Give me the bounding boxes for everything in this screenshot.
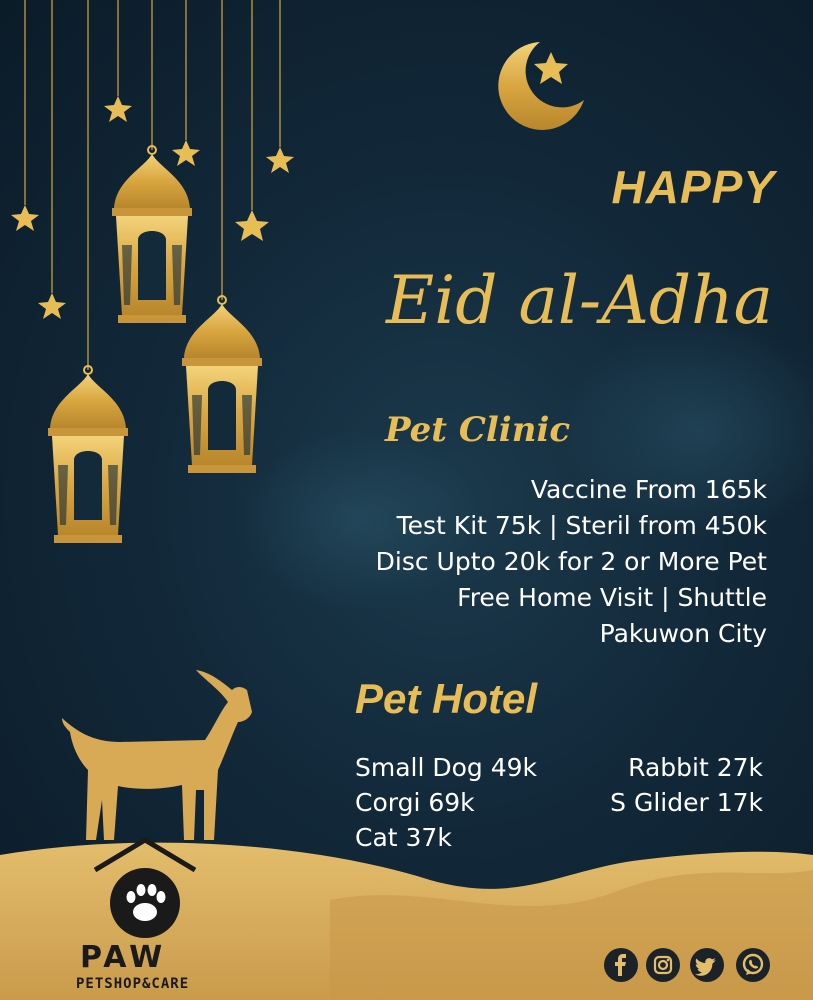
pet-clinic-title: Pet Clinic <box>385 410 571 450</box>
pet-hotel-title: Pet Hotel <box>355 675 538 722</box>
hotel-price-item: Small Dog 49k <box>355 753 538 782</box>
clinic-line: Free Home Visit | Shuttle <box>457 583 767 612</box>
star-icon <box>104 96 132 122</box>
eid-al-adha-heading: Eid al-Adha <box>385 262 773 339</box>
pet-clinic-services <box>376 472 767 652</box>
hotel-price-item: Cat 37k <box>355 823 452 852</box>
pet-hotel-prices-left <box>355 750 537 855</box>
clinic-line: Pakuwon City <box>599 619 767 648</box>
lantern-icon <box>182 296 262 473</box>
star-icon <box>235 210 269 241</box>
star-icon <box>266 147 294 173</box>
facebook-icon[interactable] <box>604 948 638 982</box>
hotel-price-item: Corgi 69k <box>355 788 475 817</box>
clinic-line: Vaccine From 165k <box>530 475 767 504</box>
goat-silhouette <box>62 670 252 840</box>
lantern-icon <box>112 146 192 323</box>
clinic-line: Test Kit 75k | Steril from 450k <box>396 511 767 540</box>
instagram-icon[interactable] <box>646 948 680 982</box>
lantern-icon <box>48 366 128 543</box>
happy-heading: HAPPY <box>611 161 775 213</box>
brand-tagline: PETSHOP&CARE <box>76 976 190 992</box>
star-icon <box>11 205 39 231</box>
star-icon <box>38 293 66 319</box>
whatsapp-icon[interactable] <box>736 948 770 982</box>
pet-hotel-prices-right <box>610 750 763 820</box>
hotel-price-item: Rabbit 27k <box>628 753 763 782</box>
hotel-price-item: S Glider 17k <box>610 788 763 817</box>
brand-logo-text: PAW <box>80 940 167 975</box>
star-icon <box>172 140 200 166</box>
twitter-icon[interactable] <box>690 948 724 982</box>
crescent-moon-icon <box>498 42 584 130</box>
clinic-line: Disc Upto 20k for 2 or More Pet <box>375 547 767 576</box>
